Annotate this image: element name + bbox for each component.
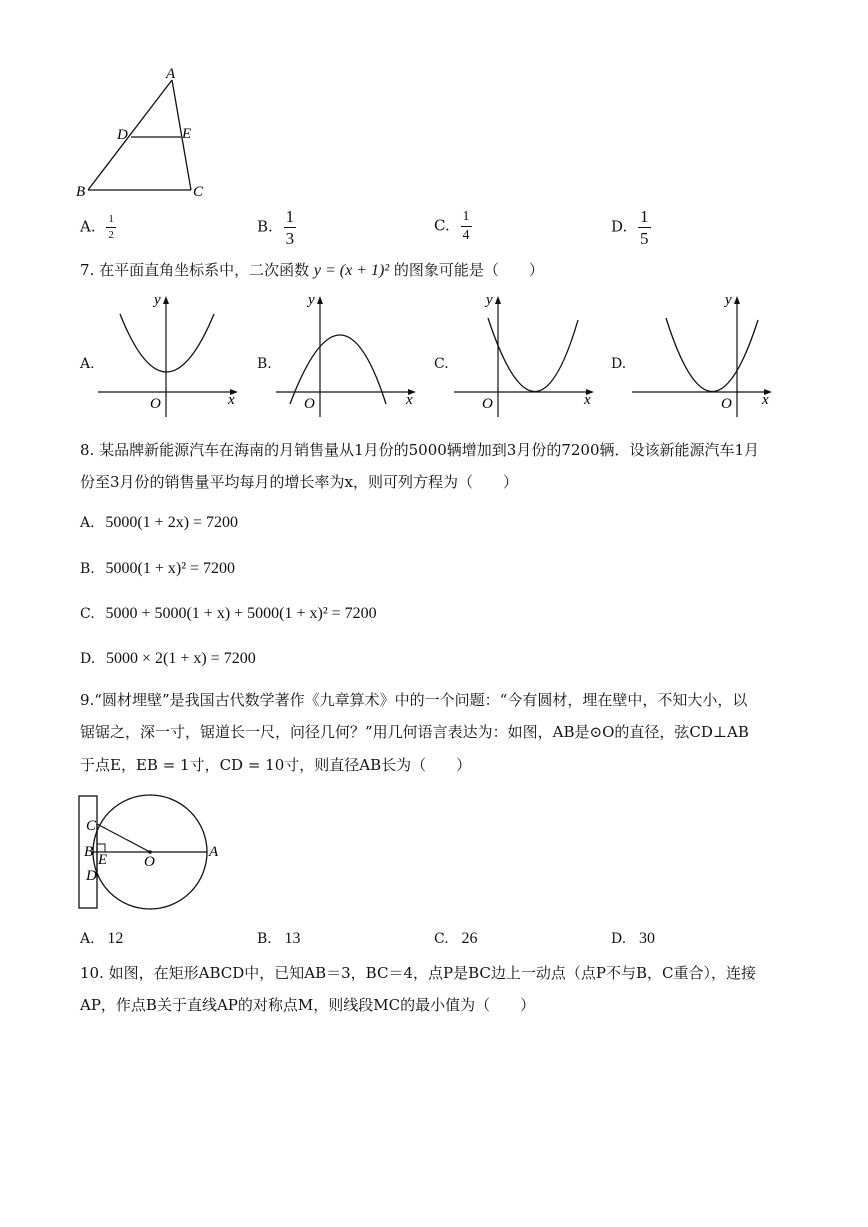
q8-line-1: 8. 某品牌新能源汽车在海南的月销售量从1月份的5000辆增加到3月份的7200辆．设该新能源汽车1月	[80, 441, 760, 459]
q7-option-b-graph	[276, 292, 426, 427]
q7-option-d-letter[interactable]: D.	[611, 356, 627, 372]
q7-a-y-label: y	[154, 292, 161, 308]
q6-option-b-letter: B.	[257, 217, 273, 236]
q6-option-a[interactable]	[80, 214, 116, 241]
q7-b-y-label: y	[308, 292, 315, 308]
q8-line-2: 份至3月份的销售量平均每月的增长率为x，则可列方程为（ ）	[80, 473, 519, 491]
q6-label-a: A	[166, 66, 176, 82]
q7-c-y-label: y	[486, 292, 493, 308]
q9-option-a[interactable]	[80, 928, 123, 949]
q7-option-c-letter[interactable]: C.	[434, 356, 449, 372]
q6-option-d[interactable]	[611, 208, 651, 247]
q9-option-c[interactable]	[434, 928, 477, 949]
q6-option-d-fraction: $\frac{1}{5}$	[640, 207, 649, 248]
q9-option-c-letter: C.	[434, 931, 449, 947]
q8-option-c[interactable]	[80, 603, 377, 624]
q9-circle-wall-figure	[74, 794, 224, 912]
q6-option-c-letter: C.	[434, 216, 450, 235]
q8-option-c-formula: 5000 + 5000(1 + x) + 5000(1 + x)² = 7200	[105, 605, 377, 622]
q7-formula: y = (x + 1)²	[313, 262, 390, 279]
q8-option-b[interactable]	[80, 558, 235, 579]
q9-option-d-letter: D.	[611, 931, 627, 947]
q10-line-1: 10. 如图，在矩形ABCD中，已知AB＝3，BC＝4，点P是BC边上一动点（点P不与B，C重合），连接	[80, 964, 756, 982]
q9-label-a: A	[209, 844, 219, 860]
q10-line-2: AP，作点B关于直线AP的对称点M，则线段MC的最小值为（ ）	[80, 996, 536, 1014]
q9-label-e: E	[98, 852, 108, 868]
q8-option-a-letter: A.	[80, 515, 95, 531]
q7-d-y-label: y	[725, 292, 732, 308]
q6-label-e: E	[182, 126, 192, 142]
q6-option-c-fraction: $\frac{1}{4}$	[462, 209, 470, 243]
q9-label-o: O	[144, 854, 155, 870]
q7-b-x-label: x	[406, 392, 413, 408]
q9-option-a-letter: A.	[80, 931, 95, 947]
q8-option-d[interactable]	[80, 648, 256, 669]
q7-text-after: 的图象可能是（ ）	[393, 261, 544, 279]
q9-label-c: C	[86, 818, 97, 834]
q7-a-origin: O	[150, 396, 161, 412]
q9-option-d[interactable]	[611, 928, 655, 949]
q9-label-b: B	[84, 844, 94, 860]
q6-option-d-letter: D.	[611, 217, 628, 236]
q6-option-a-fraction: $\frac{1}{2}$	[108, 213, 114, 241]
q9-option-b[interactable]	[257, 928, 301, 949]
q6-option-c[interactable]	[434, 210, 472, 243]
q6-option-b-fraction: $\frac{1}{3}$	[285, 207, 295, 248]
q8-option-a-formula: 5000(1 + 2x) = 7200	[105, 514, 239, 531]
q6-option-b[interactable]	[257, 208, 296, 247]
q6-label-d: D	[117, 127, 128, 143]
q9-option-b-letter: B.	[257, 931, 272, 947]
q7-question	[80, 260, 544, 281]
q9-line-3: 于点E，EB = 1寸，CD = 10寸，则直径AB长为（ ）	[80, 756, 472, 774]
q6-triangle-figure	[70, 62, 220, 202]
q7-c-x-label: x	[584, 392, 591, 408]
q6-label-b: B	[76, 184, 86, 200]
q9-label-d: D	[86, 868, 97, 884]
q9-option-b-value: 13	[284, 930, 301, 947]
q9-option-d-value: 30	[638, 930, 655, 947]
q7-b-origin: O	[304, 396, 315, 412]
q7-c-origin: O	[482, 396, 493, 412]
q7-option-a-letter[interactable]: A.	[80, 356, 95, 372]
q7-option-b-letter[interactable]: B.	[257, 356, 272, 372]
q8-option-a[interactable]	[80, 512, 238, 533]
q6-label-c: C	[193, 184, 204, 200]
q7-option-a-graph	[98, 292, 248, 427]
q8-option-b-letter: B.	[80, 561, 95, 577]
q7-d-origin: O	[721, 396, 732, 412]
q6-option-a-letter: A.	[80, 217, 96, 236]
q8-option-c-letter: C.	[80, 606, 95, 622]
q7-option-d-graph	[632, 292, 782, 427]
q7-a-x-label: x	[228, 392, 235, 408]
q9-option-a-value: 12	[107, 930, 124, 947]
q9-line-2: 锯锯之，深一寸，锯道长一尺，问径几何？”用几何语言表达为：如图，AB是⊙O的直径，弦CD⊥AB	[80, 723, 749, 741]
q7-d-x-label: x	[762, 392, 769, 408]
q8-option-d-letter: D.	[80, 651, 96, 667]
q9-option-c-value: 26	[461, 930, 478, 947]
q7-option-c-graph	[454, 292, 604, 427]
q9-line-1: 9.“圆材埋壁”是我国古代数学著作《九章算术》中的一个问题：“今有圆材，埋在壁中，不知大小，以	[80, 691, 748, 709]
q8-option-b-formula: 5000(1 + x)² = 7200	[105, 560, 236, 577]
q7-text-before: 7. 在平面直角坐标系中，二次函数	[80, 261, 310, 279]
q8-option-d-formula: 5000 × 2(1 + x) = 7200	[105, 650, 256, 667]
